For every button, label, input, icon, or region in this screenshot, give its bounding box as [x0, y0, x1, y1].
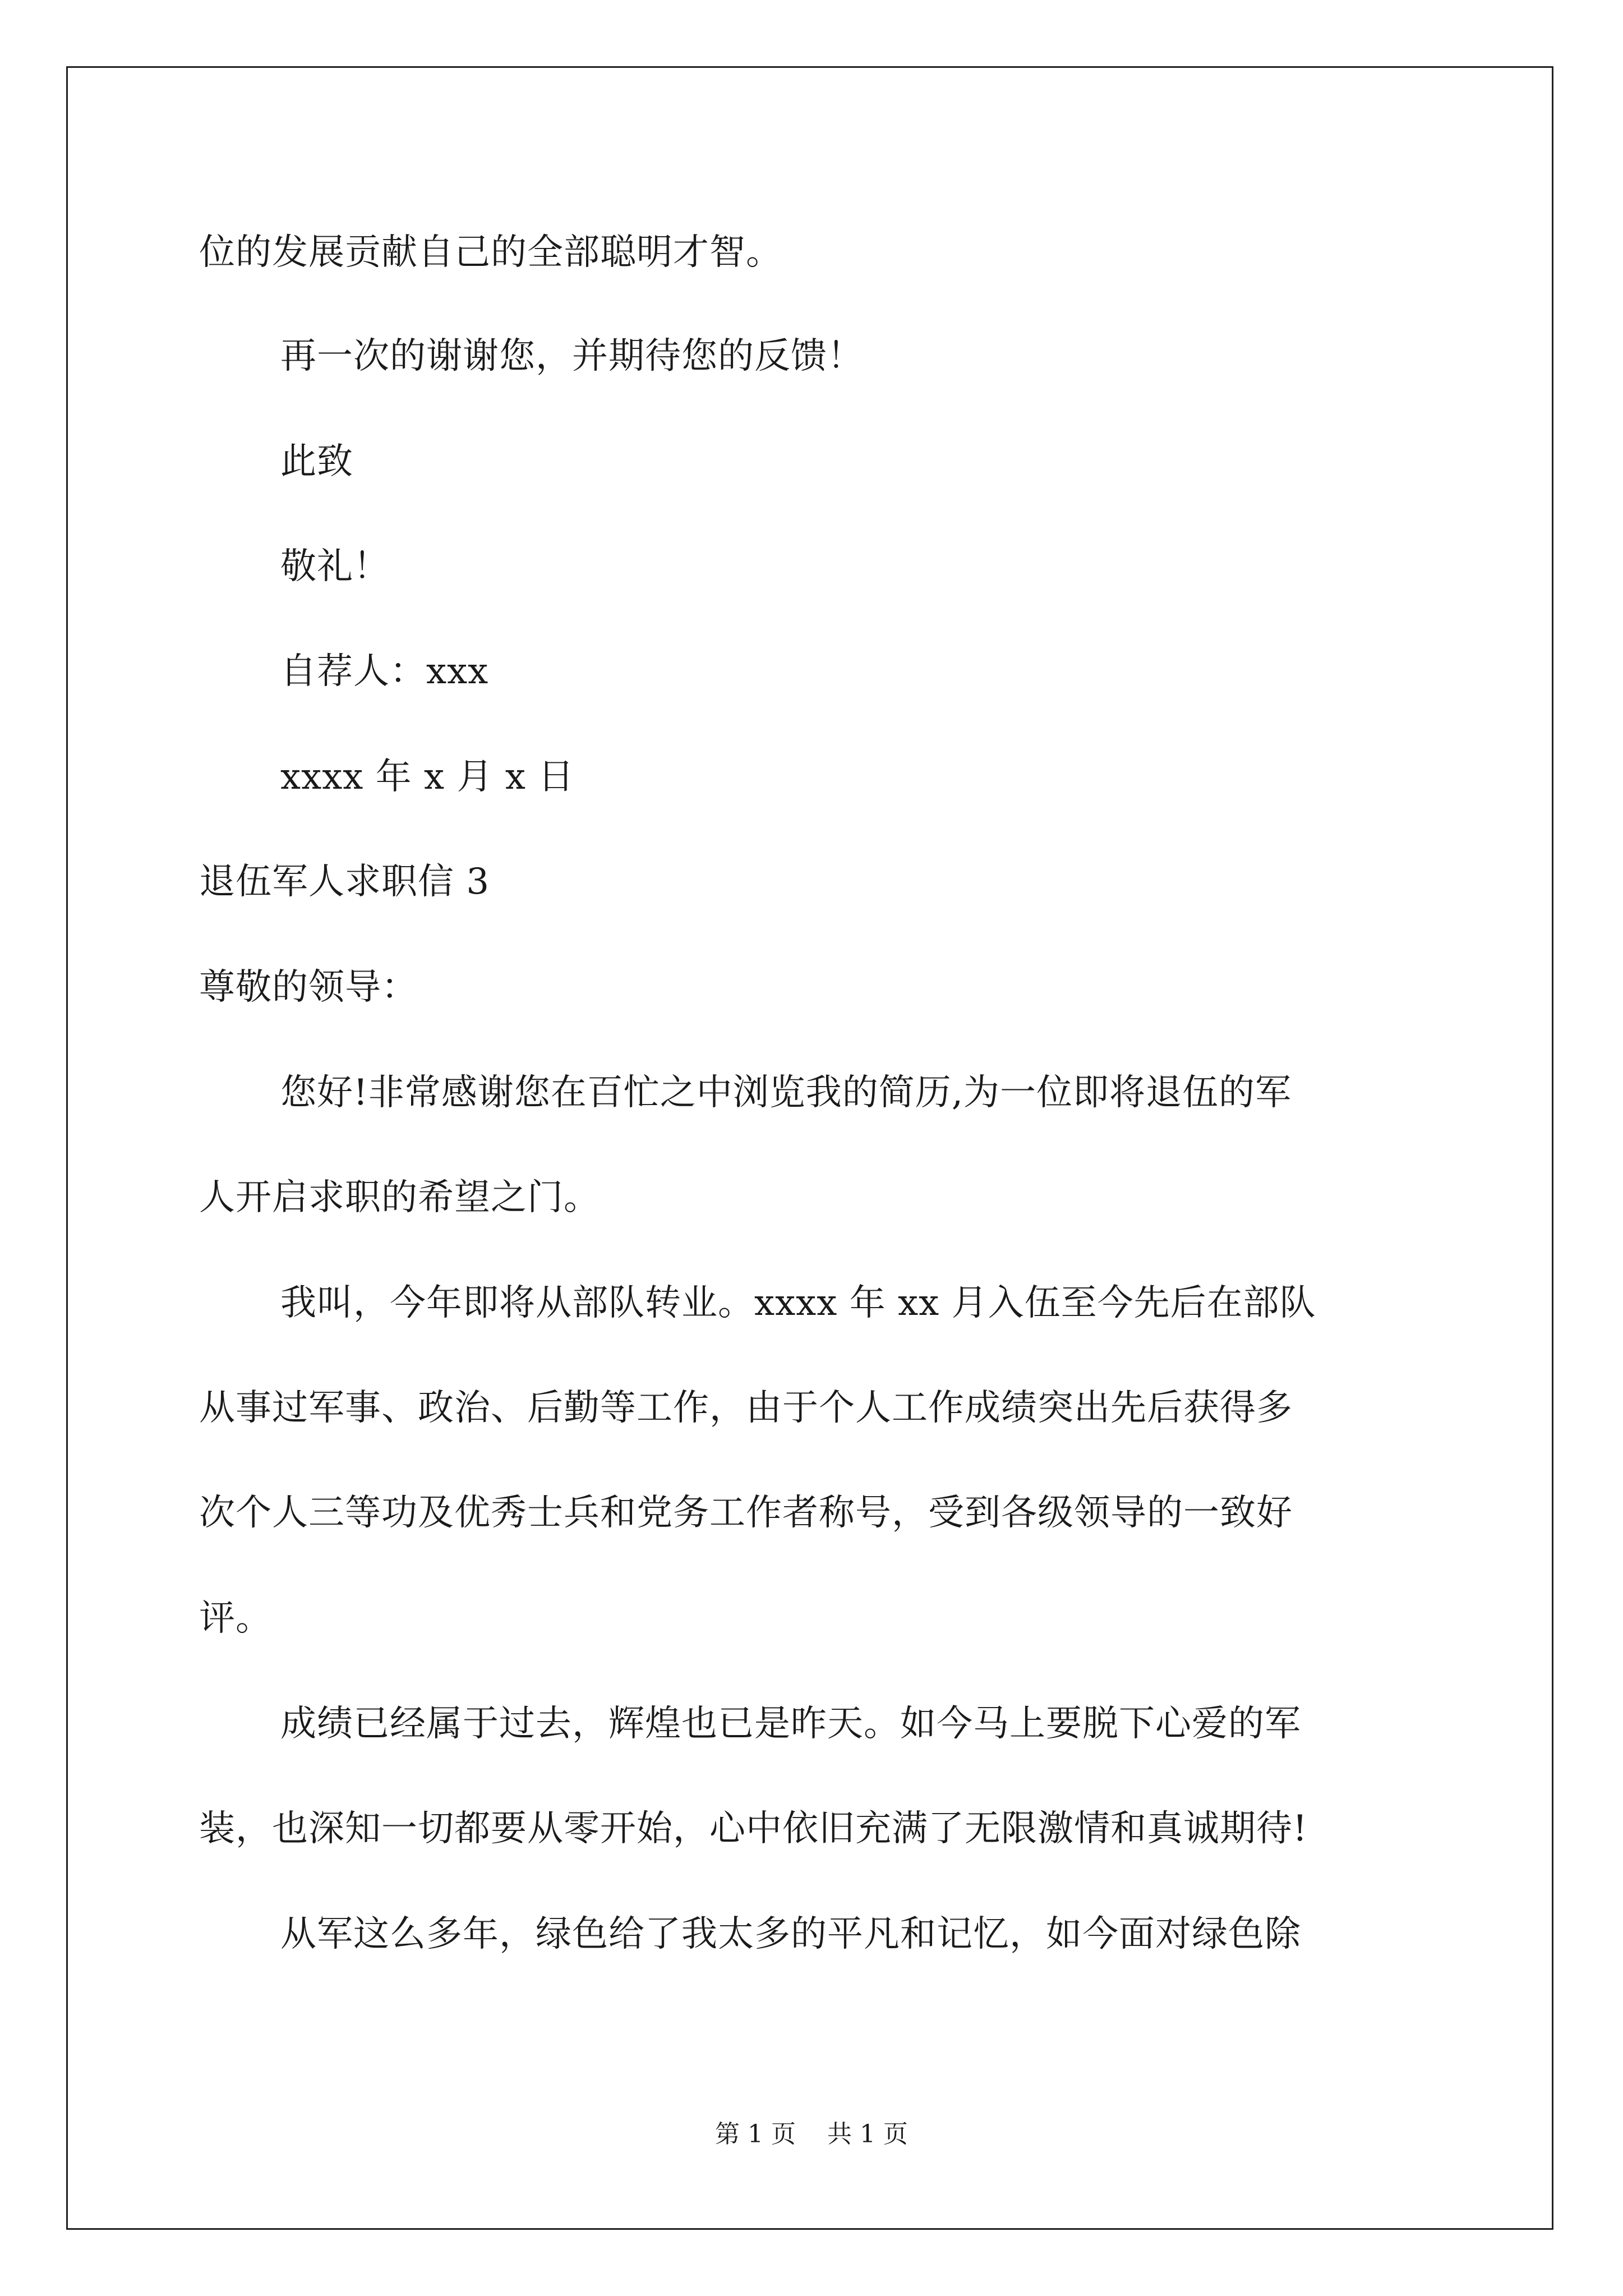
page-border [66, 66, 1553, 2230]
text-line: 人开启求职的希望之门。 [199, 1177, 600, 1218]
text-line: 从军这么多年，绿色给了我太多的平凡和记忆，如今面对绿色除 [280, 1913, 1301, 1955]
text-line: 我叫，今年即将从部队转业。xxxx 年 xx 月入伍至今先后在部队 [280, 1282, 1316, 1324]
text-line: 您好!非常感谢您在百忙之中浏览我的简历,为一位即将退伍的军 [280, 1072, 1292, 1114]
text-line: 此致 [280, 441, 353, 482]
section-heading: 退伍军人求职信 3 [199, 861, 490, 903]
text-line: 自荐人：xxx [280, 651, 489, 692]
text-line: 评。 [199, 1598, 272, 1639]
text-line: 再一次的谢谢您，并期待您的反馈！ [280, 335, 864, 377]
text-line: 装，也深知一切都要从零开始，心中依旧充满了无限激情和真诚期待! [199, 1808, 1308, 1849]
text-line: 次个人三等功及优秀士兵和党务工作者称号，受到各级领导的一致好 [199, 1492, 1293, 1534]
page-number-footer: 第 1 页 共 1 页 [715, 2120, 908, 2148]
text-line: 成绩已经属于过去，辉煌也已是昨天。如今马上要脱下心爱的军 [280, 1703, 1301, 1745]
text-line: 敬礼！ [280, 546, 390, 587]
text-line: 从事过军事、政治、后勤等工作，由于个人工作成绩突出先后获得多 [199, 1387, 1293, 1429]
text-line: xxxx 年 x 月 x 日 [280, 756, 575, 798]
text-line: 位的发展贡献自己的全部聪明才智。 [199, 232, 782, 273]
salutation: 尊敬的领导： [199, 967, 418, 1008]
